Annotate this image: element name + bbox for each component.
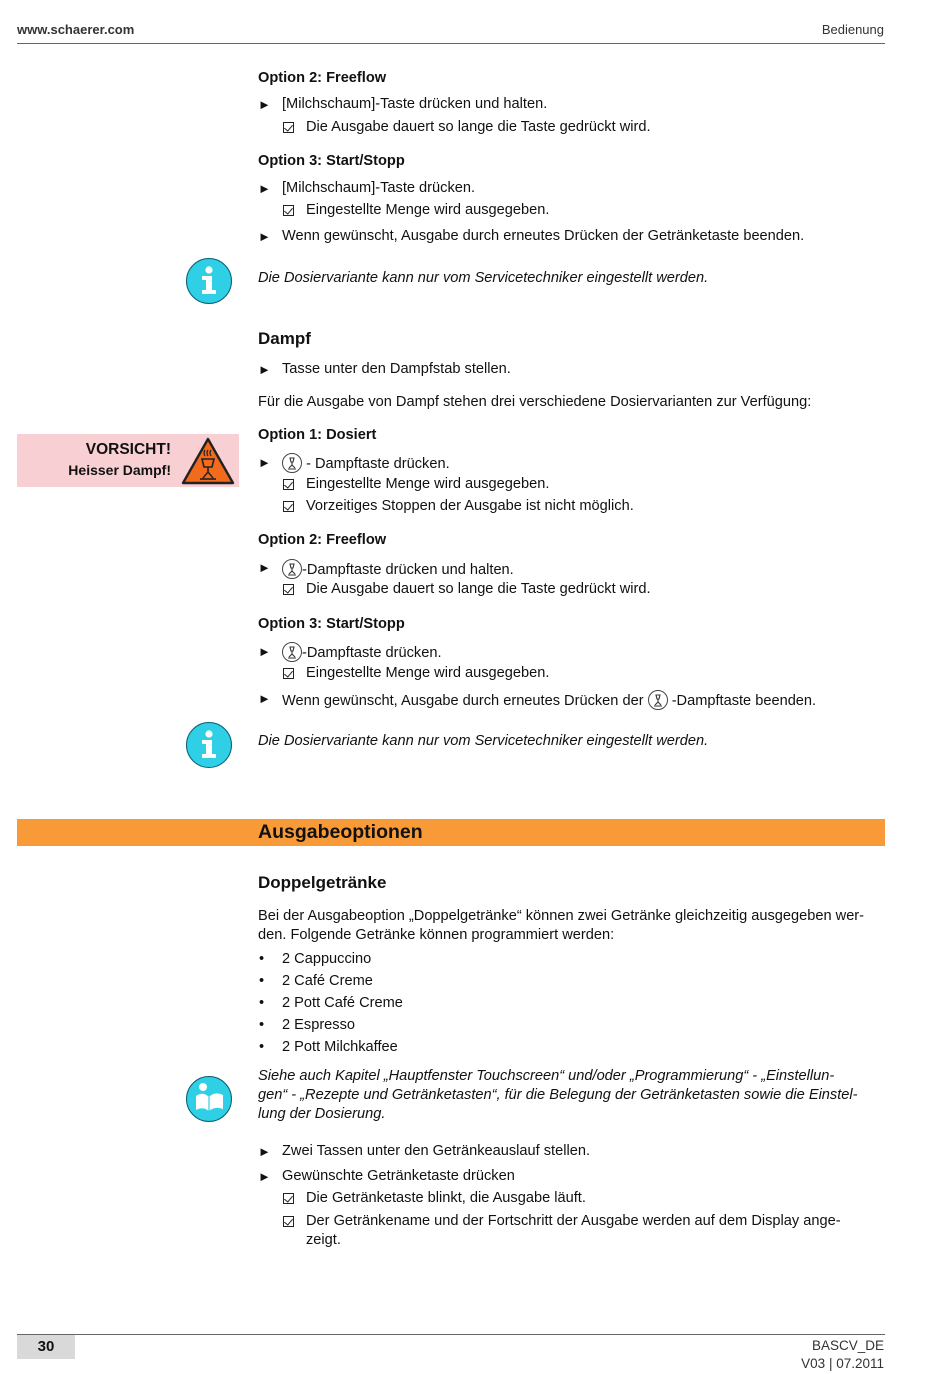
dampf-option1-step: - Dampftaste drücken. [306,456,450,472]
bullet-icon: • [259,995,265,1011]
doc-version: V03 | 07.2011 [801,1356,884,1371]
checkbox-icon [283,479,294,490]
checkbox-icon [283,122,294,133]
milk-option2-step: [Milchschaum]-Taste drücken und halten. [282,96,548,112]
doppel-result1: Die Getränketaste blinkt, die Ausgabe läuft. [306,1190,586,1206]
list-item: 2 Cappuccino [282,951,372,967]
footer-divider [17,1334,885,1335]
doc-id: BASCV_DE [811,1338,884,1353]
steam-button-icon [282,453,302,473]
step-arrow-icon: ► [258,1169,271,1184]
milk-option3-result: Eingestellte Menge wird ausgegeben. [306,202,550,218]
dampf-option2-step-row [282,559,514,579]
bullet-icon: • [259,973,265,989]
bullet-icon: • [259,1017,265,1033]
doppel-result2-line1: Der Getränkename und der Fortschritt der Ausgabe werden auf dem Display ange- [306,1213,841,1229]
dampf-option1-result1: Eingestellte Menge wird ausgegeben. [306,476,550,492]
step-arrow-icon: ► [258,644,271,659]
milk-info-text: Die Dosiervariante kann nur vom Servicetechniker eingestellt werden. [258,270,709,286]
section-title: Bedienung [821,22,884,37]
dampf-intro: Für die Ausgabe von Dampf stehen drei verschiedene Dosiervarianten zur Verfügung: [258,394,812,410]
doppelgetraenke-heading: Doppelgetränke [258,873,387,892]
checkbox-icon [283,1193,294,1204]
dampf-option1-step-row [282,453,450,473]
doppel-result2-line2: zeigt. [306,1232,341,1248]
dampf-option2-result: Die Ausgabe dauert so lange die Taste gedrückt wird. [306,581,651,597]
dampf-heading: Dampf [258,329,311,348]
dampf-option1-result2: Vorzeitiges Stoppen der Ausgabe ist nicht möglich. [306,498,634,514]
checkbox-icon [283,205,294,216]
step-arrow-icon: ► [258,229,271,244]
step-arrow-icon: ► [258,691,271,706]
warning-text: Heisser Dampf! [68,462,171,478]
milk-option3-step2: Wenn gewünscht, Ausgabe durch erneutes Drücken der Getränketaste beenden. [282,228,805,244]
manual-reference-icon [186,1076,232,1122]
milk-option2-title: Option 2: Freeflow [258,70,387,86]
dampf-option3-step: -Dampftaste drücken. [302,645,442,661]
bullet-icon: • [259,1039,265,1055]
dampf-option3-step2-b: -Dampftaste beenden. [671,693,817,709]
steam-button-icon [648,690,668,710]
info-icon [186,258,232,304]
steam-button-icon [282,642,302,662]
milk-option3-title: Option 3: Start/Stopp [258,153,405,169]
reference-line1: Siehe auch Kapitel „Hauptfenster Touchscreen“ und/oder „Programmierung“ - „Einstellun- [258,1068,835,1084]
dampf-info-text: Die Dosiervariante kann nur vom Servicetechniker eingestellt werden. [258,733,709,749]
checkbox-icon [283,501,294,512]
step-arrow-icon: ► [258,455,271,470]
dampf-option3-step2-row [282,690,816,710]
bullet-icon: • [259,951,265,967]
dampf-step1: Tasse unter den Dampfstab stellen. [282,361,511,377]
page-number-box [17,1335,75,1359]
dampf-option3-step-row [282,642,442,662]
milk-option2-result: Die Ausgabe dauert so lange die Taste gedrückt wird. [306,119,651,135]
doppel-intro-line2: den. Folgende Getränke können programmiert werden: [258,927,615,943]
milk-option3-step: [Milchschaum]-Taste drücken. [282,180,476,196]
section-banner-title: Ausgabeoptionen [258,821,423,843]
step-arrow-icon: ► [258,97,271,112]
info-icon [186,722,232,768]
doppel-step1: Zwei Tassen unter den Getränkeauslauf stellen. [282,1143,590,1159]
dampf-option2-step: -Dampftaste drücken und halten. [302,562,514,578]
list-item: 2 Espresso [282,1017,356,1033]
dampf-option3-title: Option 3: Start/Stopp [258,616,405,632]
dampf-option3-step2-a: Wenn gewünscht, Ausgabe durch erneutes Drücken der [282,693,644,709]
list-item: 2 Pott Milchkaffee [282,1039,398,1055]
checkbox-icon [283,584,294,595]
reference-line3: lung der Dosierung. [258,1106,386,1122]
doppel-step2: Gewünschte Getränketaste drücken [282,1168,515,1184]
steam-button-icon [282,559,302,579]
website-url: www.schaerer.com [17,22,135,37]
warning-box [17,434,239,487]
step-arrow-icon: ► [258,181,271,196]
list-item: 2 Pott Café Creme [282,995,403,1011]
checkbox-icon [283,1216,294,1227]
doppel-intro-line1: Bei der Ausgabeoption „Doppelgetränke“ können zwei Getränke gleichzeitig ausgegeben wer- [258,908,865,924]
dampf-option2-title: Option 2: Freeflow [258,532,387,548]
checkbox-icon [283,668,294,679]
step-arrow-icon: ► [258,362,271,377]
step-arrow-icon: ► [258,1144,271,1159]
hot-steam-warning-icon [181,437,235,485]
dampf-option1-title: Option 1: Dosiert [258,427,377,443]
warning-title: VORSICHT! [85,441,171,458]
header-divider [17,43,885,44]
section-banner [17,819,885,846]
step-arrow-icon: ► [258,560,271,575]
list-item: 2 Café Creme [282,973,373,989]
dampf-option3-result: Eingestellte Menge wird ausgegeben. [306,665,550,681]
page-number: 30 [37,1338,55,1355]
reference-line2: gen“ - „Rezepte und Getränketasten“, für die Belegung der Getränketasten sowie die Einstel- [258,1087,858,1103]
